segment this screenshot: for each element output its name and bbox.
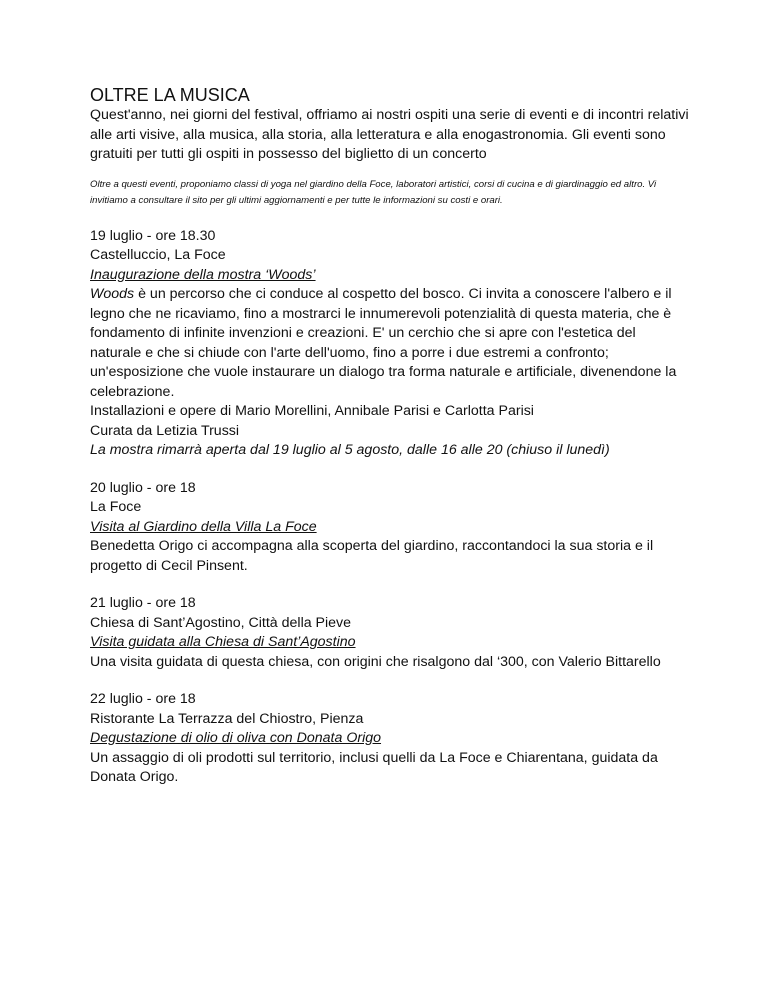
event-place: Chiesa di Sant’Agostino, Città della Pieve bbox=[90, 614, 352, 631]
event-datetime: 19 luglio - ore 18.30 bbox=[90, 227, 216, 244]
event-place: Ristorante La Terrazza del Chiostro, Pienza bbox=[90, 710, 364, 727]
event-closing-note: La mostra rimarrà aperta dal 19 luglio al 5 agosto, dalle 16 alle 20 (chiuso il lunedì) bbox=[90, 442, 610, 458]
event-artists: Installazioni e opere di Mario Morellini, Annibale Parisi e Carlotta Parisi bbox=[90, 403, 534, 419]
event-chiesa bbox=[90, 594, 690, 672]
intro-paragraph: Quest'anno, nei giorni del festival, offriamo ai nostri ospiti una serie di eventi e di incontri relativi alle arti visive, alla musica, alla storia, alla letteratura e alla enogastronomia. Gli eventi sono gratuiti per tutti gli ospiti in possesso del biglietto di un concerto bbox=[90, 107, 689, 162]
event-degustazione bbox=[90, 690, 690, 788]
event-description-emphasis: Woods bbox=[90, 286, 135, 302]
event-name: Degustazione di olio di oliva con Donata Origo bbox=[90, 730, 382, 746]
event-woods bbox=[90, 227, 690, 461]
event-place: La Foce bbox=[90, 499, 142, 515]
document-page bbox=[90, 84, 690, 788]
note-paragraph: Oltre a questi eventi, proponiamo classi di yoga nel giardino della Foce, laboratori artistici, corsi di cucina e di giardinaggio ed altro. Vi invitiamo a consultare il sito per gli ultimi aggiornamenti e per tutte le informazioni su costi e orari. bbox=[90, 178, 657, 206]
event-datetime: 21 luglio - ore 18 bbox=[90, 595, 196, 611]
event-name: Visita guidata alla Chiesa di Sant’Agostino bbox=[90, 634, 356, 650]
event-description: Una visita guidata di questa chiesa, con origini che risalgono dal ‘300, con Valerio Bittarello bbox=[90, 653, 661, 670]
event-description bbox=[90, 285, 690, 402]
event-name: Inaugurazione della mostra ‘Woods’ bbox=[90, 266, 316, 283]
event-datetime: 22 luglio - ore 18 bbox=[90, 691, 196, 707]
event-giardino bbox=[90, 479, 690, 577]
page-title: OLTRE LA MUSICA bbox=[90, 85, 250, 105]
event-description-text: è un percorso che ci conduce al cospetto del bosco. Ci invita a conoscere l'albero e il legno che ne ricaviamo, fino a mostrarci le innumerevoli potenzialità di questa materia, che è fondamento di infinite invenzioni e creazioni. E' un cerchio che si apre con l'estetica del naturale e che si chiude con l'arte dell'uomo, fino a porre i due estremi a confronto; un'esposizione che vuole instaurare un dialogo tra forma naturale e artificiale, divenendone la celebrazione. bbox=[90, 286, 677, 400]
event-curator: Curata da Letizia Trussi bbox=[90, 422, 240, 439]
event-datetime: 20 luglio - ore 18 bbox=[90, 479, 196, 496]
event-description: Un assaggio di oli prodotti sul territorio, inclusi quelli da La Foce e Chiarentana, guidata da Donata Origo. bbox=[90, 749, 658, 785]
event-name: Visita al Giardino della Villa La Foce bbox=[90, 518, 317, 535]
event-description: Benedetta Origo ci accompagna alla scoperta del giardino, raccontandoci la sua storia e il progetto di Cecil Pinsent. bbox=[90, 538, 654, 574]
event-place: Castelluccio, La Foce bbox=[90, 247, 226, 263]
